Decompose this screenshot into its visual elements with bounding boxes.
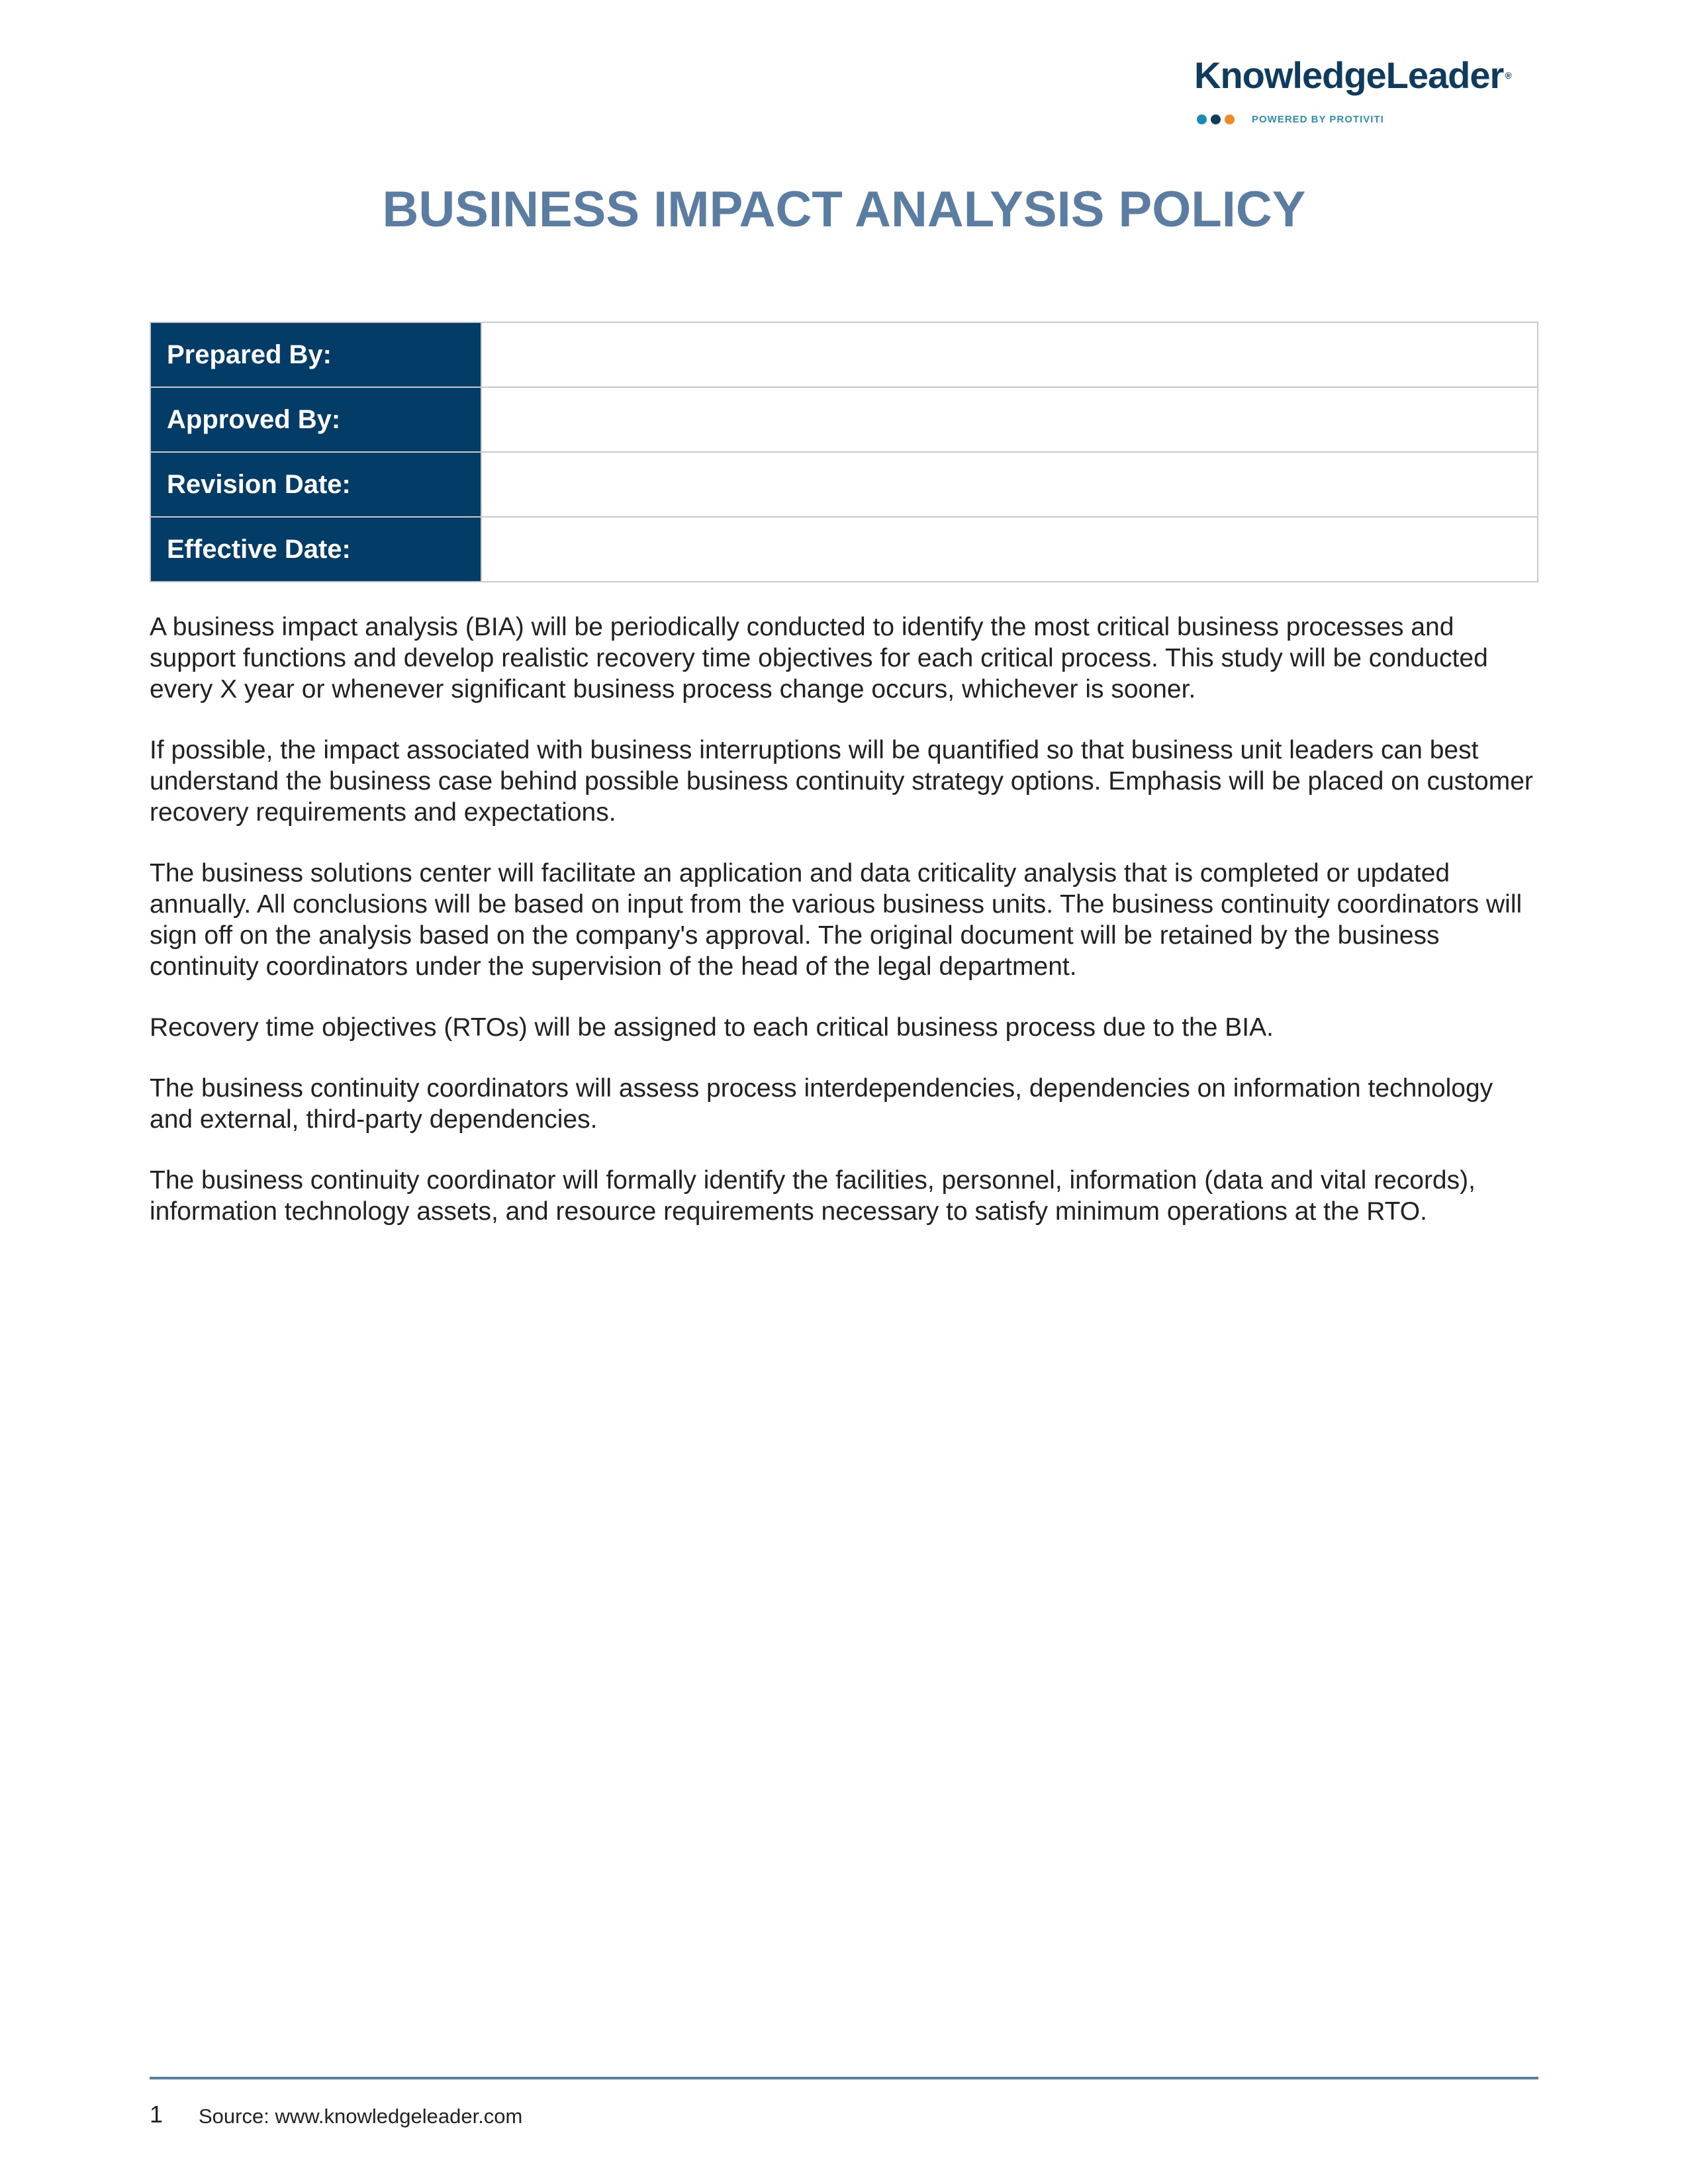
effective-date-value <box>481 517 1538 582</box>
table-row-approved-by <box>150 387 1538 452</box>
paragraph-resource-requirements: The business continuity coordinator will formally identify the facilities, personnel, information (data and vital records), information technology assets, and resource requirements necessary to satisfy minimum operations at the RTO. <box>150 1166 1476 1226</box>
approved-by-value <box>481 387 1538 452</box>
paragraph-interdependencies: The business continuity coordinators will assess process interdependencies, dependencies on information technology and external, third-party dependencies. <box>150 1074 1493 1134</box>
approved-by-label: Approved By: <box>150 387 481 452</box>
page-title: BUSINESS IMPACT ANALYSIS POLICY <box>382 181 1306 238</box>
document-info-table <box>150 322 1538 582</box>
paragraph-impact-quantification: If possible, the impact associated with business interruptions will be quantified so that business unit leaders can best understand the business case behind possible business continuity strategy options. Emphasis will be placed on customer recovery requirements and expectations. <box>150 736 1533 827</box>
prepared-by-label: Prepared By: <box>150 322 481 387</box>
logo-tagline-row <box>1194 113 1538 126</box>
revision-date-value <box>481 452 1538 517</box>
logo-dot-orange <box>1225 114 1235 124</box>
prepared-by-value <box>481 322 1538 387</box>
footer-source: Source: www.knowledgeleader.com <box>199 2105 523 2128</box>
page-number: 1 <box>150 2101 164 2128</box>
revision-date-label: Revision Date: <box>150 452 481 517</box>
paragraph-criticality-analysis: The business solutions center will facilitate an application and data criticality analysis that is completed or updated annually. All conclusions will be based on input from the various business units. The business continuity coordinators will sign off on the analysis based on the company's approval. The original document will be retained by the business continuity coordinators under the supervision of the head of the legal department. <box>150 859 1523 981</box>
paragraph-rto-assignment: Recovery time objectives (RTOs) will be assigned to each critical business process due to the BIA. <box>150 1013 1274 1042</box>
table-row-prepared-by <box>150 322 1538 387</box>
logo-wordmark <box>1194 56 1538 95</box>
table-row-effective-date <box>150 517 1538 582</box>
logo-tagline: POWERED BY PROTIVITI <box>1252 113 1384 125</box>
policy-body <box>150 612 1540 1257</box>
logo <box>1194 56 1538 126</box>
registered-mark: ® <box>1505 70 1511 81</box>
logo-name: KnowledgeLeader <box>1194 54 1504 96</box>
footer-divider <box>150 2077 1538 2079</box>
logo-dot-teal <box>1197 114 1207 124</box>
table-row-revision-date <box>150 452 1538 517</box>
logo-dot-navy <box>1211 114 1221 124</box>
logo-dots-icon <box>1197 114 1235 124</box>
paragraph-bia-overview: A business impact analysis (BIA) will be periodically conducted to identify the most critical business processes and support functions and develop realistic recovery time objectives for each critical process. This study will be conducted every X year or whenever significant business process change occurs, whichever is sooner. <box>150 613 1488 704</box>
effective-date-label: Effective Date: <box>150 517 481 582</box>
